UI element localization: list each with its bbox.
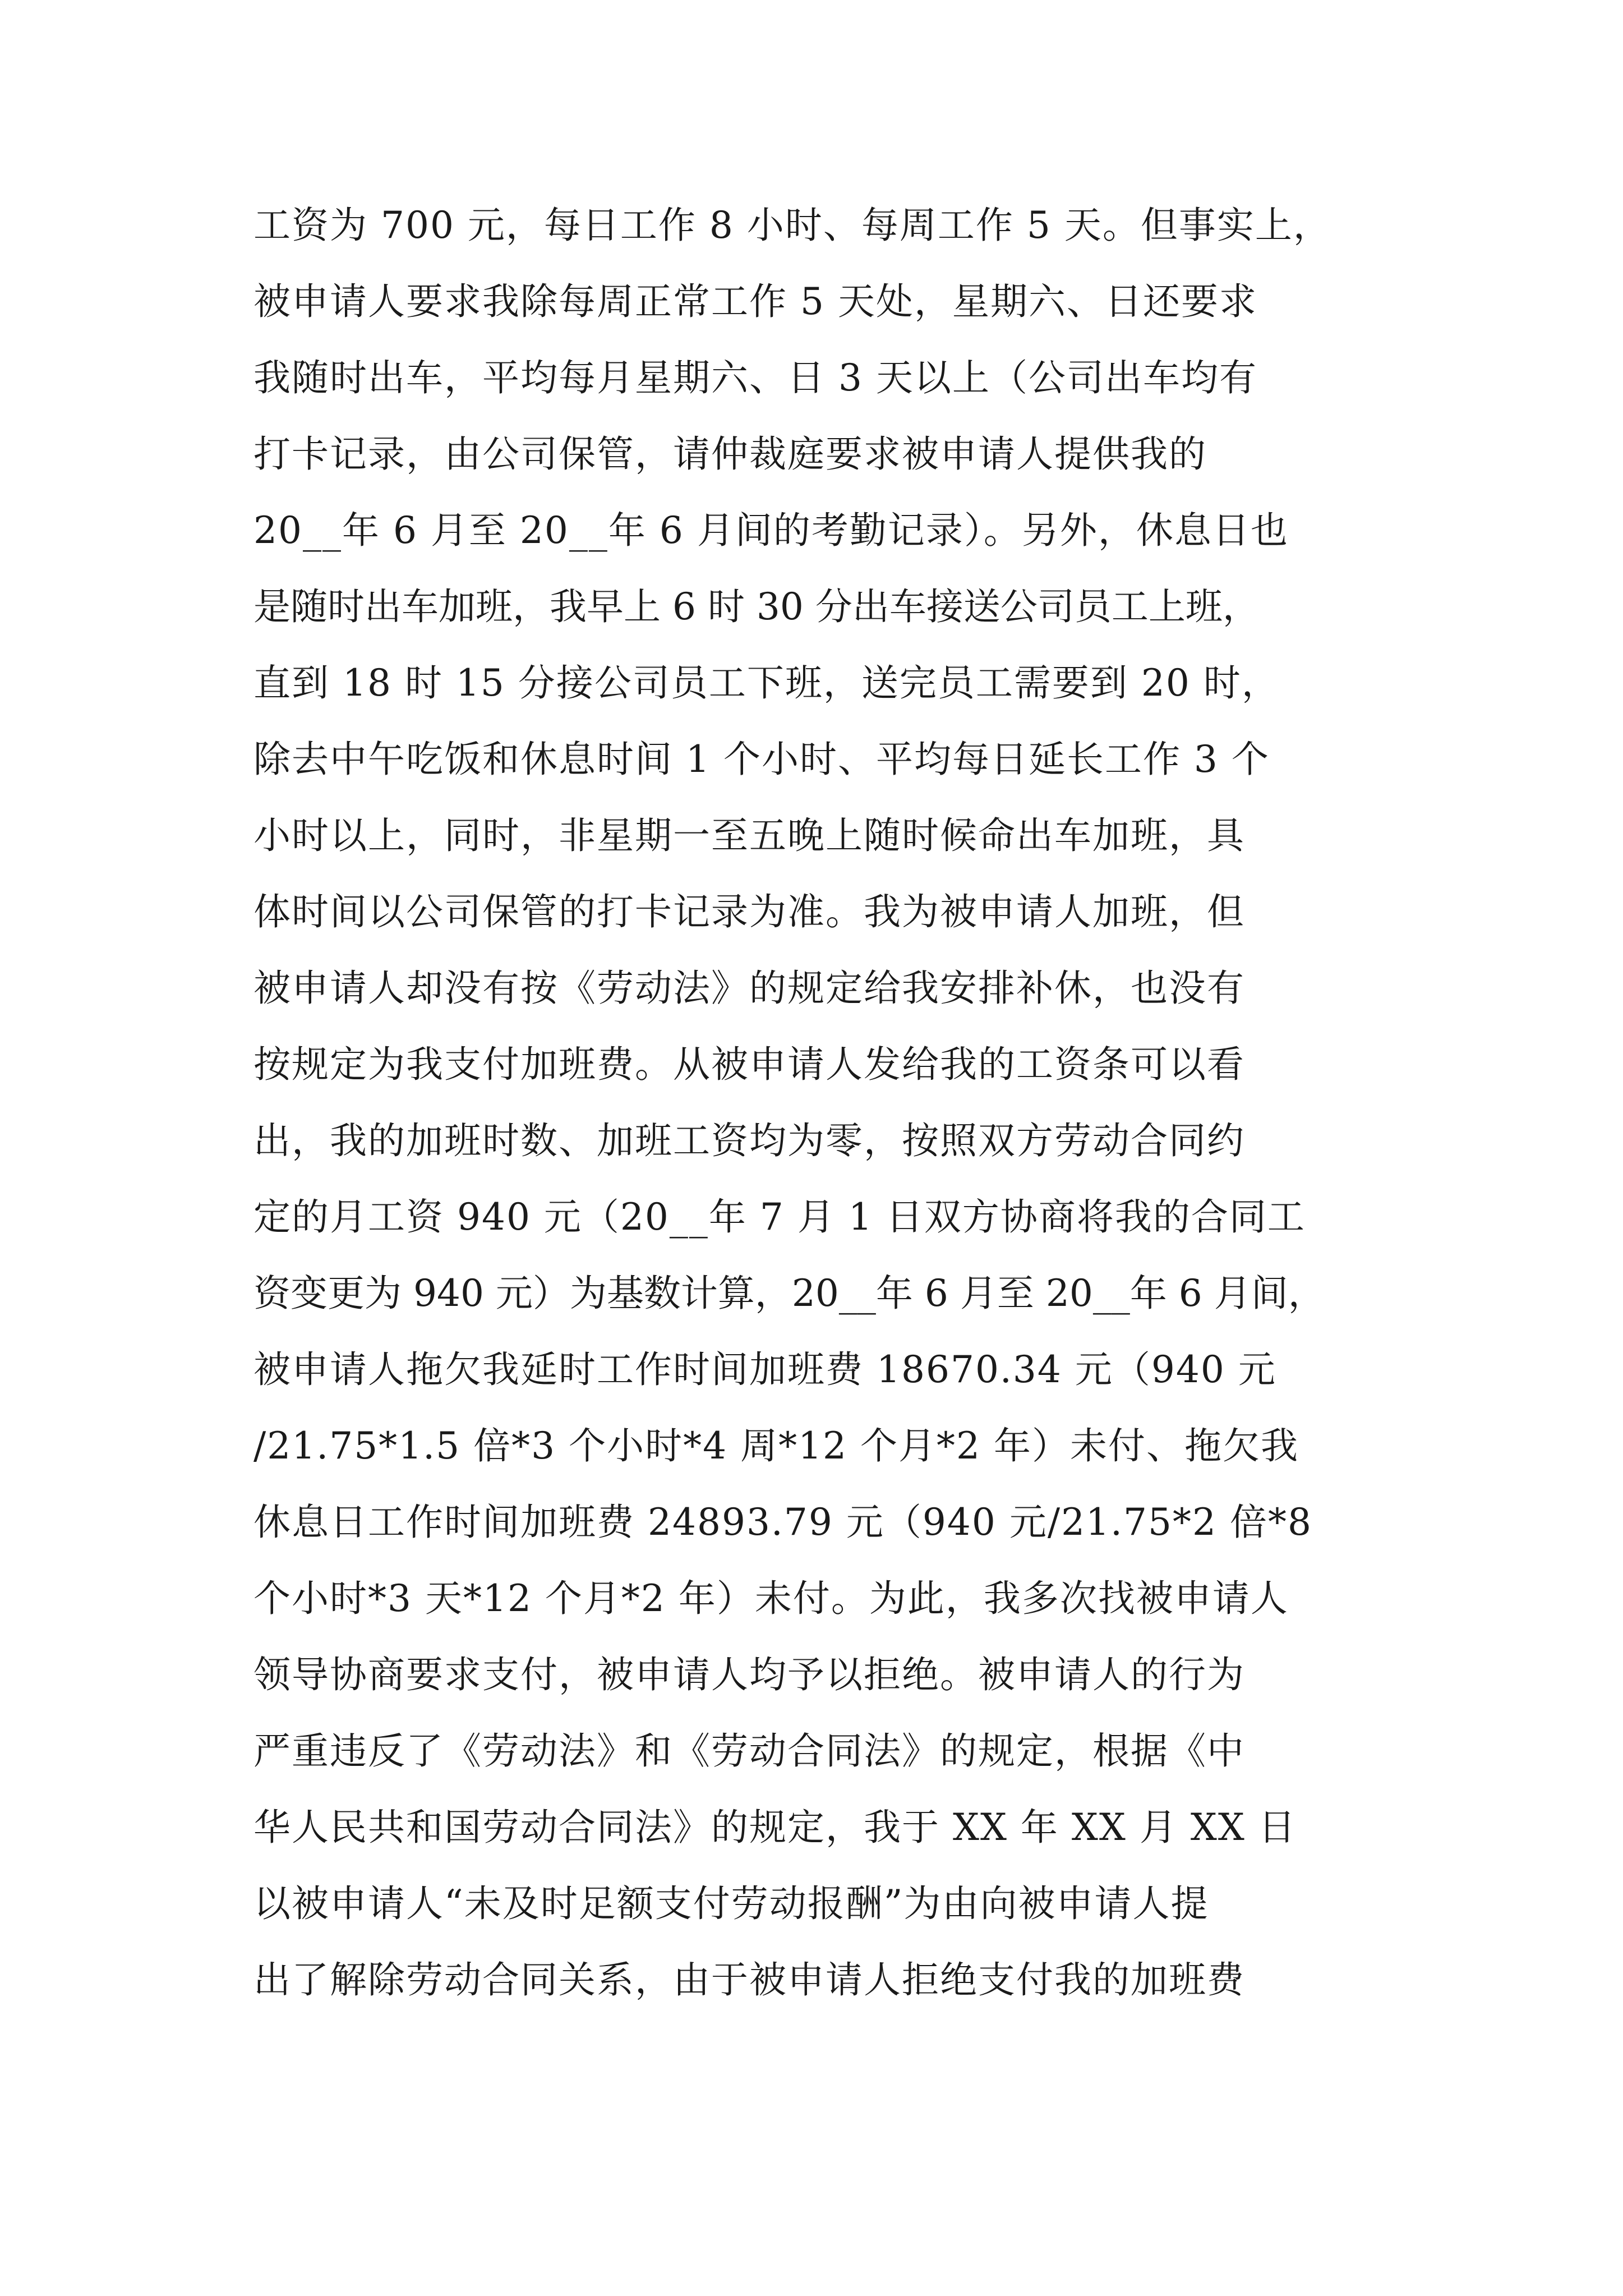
text-line: /21.75*1.5 倍*3 个小时*4 周*12 个月*2 年）未付、拖欠我	[253, 1424, 1299, 1467]
body-paragraph	[253, 187, 1392, 2018]
text-line: 华人民共和国劳动合同法》的规定，我于 XX 年 XX 月 XX 日	[253, 1806, 1297, 1849]
text-line: 是随时出车加班，我早上 6 时 30 分出车接送公司员工上班，	[253, 585, 1260, 628]
text-line: 严重违反了《劳动法》和《劳动合同法》的规定，根据《中	[253, 1729, 1245, 1773]
text-line: 体时间以公司保管的打卡记录为准。我为被申请人加班，但	[253, 890, 1245, 933]
text-line: 定的月工资 940 元（20__年 7 月 1 日双方协商将我的合同工	[253, 1195, 1306, 1239]
text-line: 个小时*3 天*12 个月*2 年）未付。为此，我多次找被申请人	[253, 1577, 1289, 1620]
text-line: 被申请人却没有按《劳动法》的规定给我安排补休，也没有	[253, 967, 1245, 1010]
text-line: 以被申请人“未及时足额支付劳动报酬”为由向被申请人提	[253, 1882, 1209, 1925]
text-line: 出了解除劳动合同关系，由于被申请人拒绝支付我的加班费	[253, 1958, 1245, 2001]
text-line: 按规定为我支付加班费。从被申请人发给我的工资条可以看	[253, 1043, 1245, 1086]
text-line: 工资为 700 元，每日工作 8 小时、每周工作 5 天。但事实上，	[253, 204, 1331, 247]
text-line: 被申请人要求我除每周正常工作 5 天处，星期六、日还要求	[253, 280, 1257, 323]
text-line: 资变更为 940 元）为基数计算，20__年 6 月至 20__年 6 月间，	[253, 1272, 1325, 1315]
text-line: 除去中午吃饭和休息时间 1 个小时、平均每日延长工作 3 个	[253, 738, 1270, 781]
text-line: 我随时出车，平均每月星期六、日 3 天以上（公司出车均有	[253, 356, 1257, 399]
text-line: 休息日工作时间加班费 24893.79 元（940 元/21.75*2 倍*8	[253, 1501, 1312, 1544]
text-line: 直到 18 时 15 分接公司员工下班，送完员工需要到 20 时，	[253, 661, 1280, 705]
text-line: 打卡记录，由公司保管，请仲裁庭要求被申请人提供我的	[253, 432, 1207, 476]
text-line: 被申请人拖欠我延时工作时间加班费 18670.34 元（940 元	[253, 1348, 1276, 1391]
text-line: 小时以上，同时，非星期一至五晚上随时候命出车加班，具	[253, 814, 1245, 857]
text-line: 20__年 6 月至 20__年 6 月间的考勤记录）。另外，休息日也	[253, 509, 1289, 552]
text-line: 领导协商要求支付，被申请人均予以拒绝。被申请人的行为	[253, 1653, 1245, 1696]
text-line: 出，我的加班时数、加班工资均为零，按照双方劳动合同约	[253, 1119, 1245, 1162]
